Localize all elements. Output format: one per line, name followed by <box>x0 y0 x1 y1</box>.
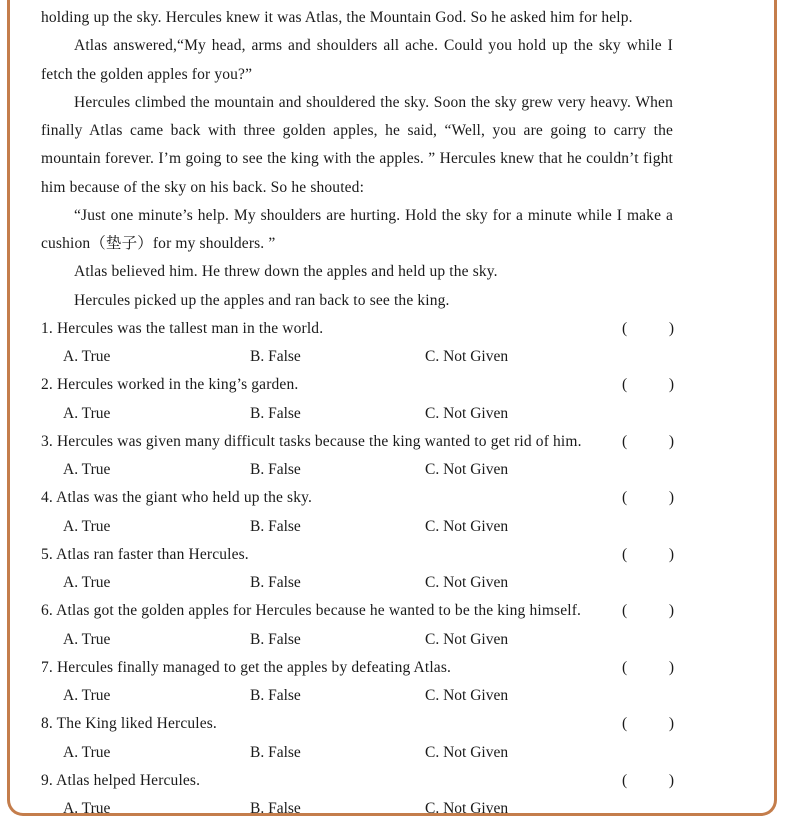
option-c[interactable]: C. Not Given <box>425 348 509 365</box>
question-1: 1. Hercules was the tallest man in the world. <box>41 319 324 337</box>
paren-open: ( <box>622 319 628 337</box>
paren-close: ) <box>668 432 674 450</box>
passage-line: Hercules climbed the mountain and shouldered the sky. Soon the sky grew very heavy. When <box>74 93 673 111</box>
question-2: 2. Hercules worked in the king’s garden. <box>41 376 299 394</box>
option-c[interactable]: C. Not Given <box>425 517 509 535</box>
answer-blank-7[interactable] <box>622 658 674 678</box>
answer-blank-9[interactable] <box>622 771 674 791</box>
answer-blank-6[interactable] <box>622 601 674 621</box>
paren-open: ( <box>622 432 628 450</box>
question-3: 3. Hercules was given many difficult tasks because the king wanted to get rid of him. <box>41 432 582 450</box>
passage-line: Hercules picked up the apples and ran back to see the king. <box>74 291 450 309</box>
paren-open: ( <box>622 376 628 394</box>
option-b[interactable]: B. False <box>250 517 301 535</box>
passage-line: holding up the sky. Hercules knew it was Atlas, the Mountain God. So he asked him for help. <box>41 9 633 26</box>
question-8: 8. The King liked Hercules. <box>41 715 217 733</box>
passage-line: Atlas answered,“My head, arms and shoulders all ache. Could you hold up the sky while I <box>74 37 673 55</box>
option-a[interactable]: A. True <box>63 461 111 478</box>
option-c[interactable]: C. Not Given <box>425 404 509 422</box>
option-a[interactable]: A. True <box>63 630 111 648</box>
paren-close: ) <box>668 602 674 620</box>
paren-close: ) <box>668 319 674 337</box>
passage-line: him because of the sky on his back. So he shouted: <box>41 178 365 196</box>
answer-blank-8[interactable] <box>622 714 674 734</box>
option-b[interactable]: B. False <box>250 800 301 817</box>
option-b[interactable]: B. False <box>250 630 301 648</box>
answer-blank-2[interactable] <box>622 375 674 395</box>
option-c[interactable]: C. Not Given <box>425 461 509 478</box>
paren-open: ( <box>622 545 628 563</box>
paren-open: ( <box>622 602 628 620</box>
paren-open: ( <box>622 771 628 789</box>
passage-line: mountain forever. I’m going to see the king with the apples. ” Hercules knew that he couldn’t fight <box>41 150 673 168</box>
passage-line: Atlas believed him. He threw down the apples and held up the sky. <box>74 263 498 281</box>
question-4: 4. Atlas was the giant who held up the sky. <box>41 489 313 507</box>
question-7: 7. Hercules finally managed to get the apples by defeating Atlas. <box>41 658 452 676</box>
option-a[interactable]: A. True <box>63 348 111 365</box>
paren-close: ) <box>668 376 674 394</box>
option-b[interactable]: B. False <box>250 404 301 422</box>
paren-open: ( <box>622 658 628 676</box>
question-6: 6. Atlas got the golden apples for Hercules because he wanted to be the king himself. <box>41 602 582 620</box>
option-b[interactable]: B. False <box>250 687 301 704</box>
option-c[interactable]: C. Not Given <box>425 574 509 591</box>
paren-open: ( <box>622 715 628 733</box>
option-b[interactable]: B. False <box>250 348 301 365</box>
passage-line: cushion（垫子）for my shoulders. ” <box>41 235 276 252</box>
passage-line: finally Atlas came back with three golden apples, he said, “Well, you are going to carry the <box>41 122 673 139</box>
paren-close: ) <box>668 771 674 789</box>
question-5: 5. Atlas ran faster than Hercules. <box>41 545 249 563</box>
option-c[interactable]: C. Not Given <box>425 687 509 704</box>
answer-blank-5[interactable] <box>622 545 674 565</box>
option-a[interactable]: A. True <box>63 687 111 704</box>
passage-line: “Just one minute’s help. My shoulders are hurting. Hold the sky for a minute while I make a <box>74 206 673 224</box>
answer-blank-1[interactable] <box>622 319 674 339</box>
option-a[interactable]: A. True <box>63 574 111 591</box>
option-a[interactable]: A. True <box>63 404 111 422</box>
option-a[interactable]: A. True <box>63 517 111 535</box>
option-c[interactable]: C. Not Given <box>425 800 509 817</box>
passage-line: fetch the golden apples for you?” <box>41 65 253 83</box>
option-b[interactable]: B. False <box>250 743 301 761</box>
option-c[interactable]: C. Not Given <box>425 743 509 761</box>
paren-open: ( <box>622 489 628 507</box>
option-a[interactable]: A. True <box>63 800 111 817</box>
paren-close: ) <box>668 715 674 733</box>
answer-blank-3[interactable] <box>622 432 674 452</box>
option-b[interactable]: B. False <box>250 461 301 478</box>
answer-blank-4[interactable] <box>622 488 674 508</box>
paren-close: ) <box>668 489 674 507</box>
question-9: 9. Atlas helped Hercules. <box>41 771 201 789</box>
option-c[interactable]: C. Not Given <box>425 630 509 648</box>
option-b[interactable]: B. False <box>250 574 301 591</box>
option-a[interactable]: A. True <box>63 743 111 761</box>
paren-close: ) <box>668 658 674 676</box>
paren-close: ) <box>668 545 674 563</box>
